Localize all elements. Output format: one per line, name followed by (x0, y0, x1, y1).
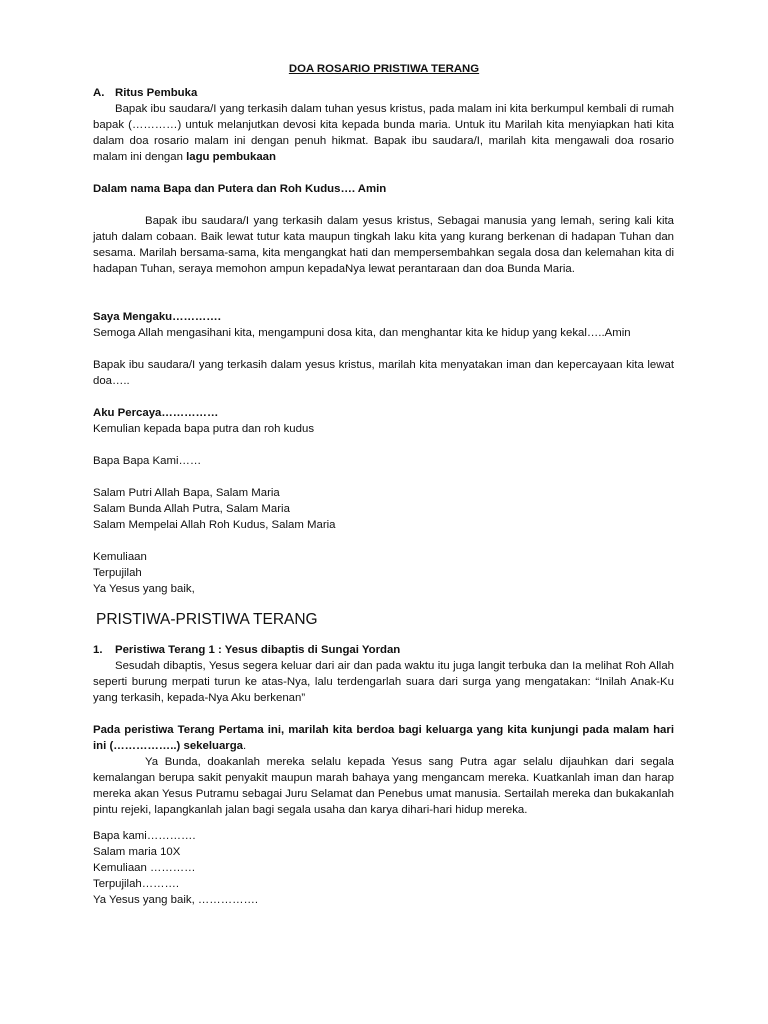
opening-song-label: lagu pembukaan (186, 151, 276, 163)
penitential-paragraph: Bapak ibu saudara/I yang terkasih dalam yesus kristus, Sebagai manusia yang lemah, sering kali kita jatuh dalam cobaan. Baik lewat tutur kata maupun tingkah laku kita yang kurang berkenan di hadapan Tuhan dan sesama. Marilah bersama-sama, kita mengangkat hati dan mempersembahkan segala dosa dan kelemahan kita di hadapan Tuhan, seraya memohon ampun kepadaNya lewat perantaraan dan doa Bunda Maria. (93, 215, 674, 275)
hail-line: Salam Mempelai Allah Roh Kudus, Salam Maria (93, 519, 336, 531)
creed-invitation: Bapak ibu saudara/I yang terkasih dalam yesus kristus, marilah kita menyatakan iman dan kepercayaan kita lewat doa….. (93, 359, 674, 387)
intention-period: . (243, 740, 247, 752)
mystery-1-title: Peristiwa Terang 1 : Yesus dibaptis di Sungai Yordan (115, 644, 401, 656)
hail-mary-lines (93, 485, 674, 533)
decade-lines (93, 828, 674, 908)
mystery-1-label: 1. (93, 644, 103, 656)
section-a-label: A. (93, 87, 105, 99)
our-father-line: Bapa Bapa Kami…… (93, 455, 202, 467)
absolution-text: Semoga Allah mengasihani kita, mengampuni dosa kita, dan menghantar kita ke hidup yang kekal…..Amin (93, 327, 631, 339)
closing-lines (93, 549, 674, 597)
intention-bold-text: Pada peristiwa Terang Pertama ini, marilah kita berdoa bagi keluarga yang kita kunjungi pada malam hari ini (……………..) sekeluarga (93, 724, 674, 752)
mystery-1-prayer: Ya Bunda, doakanlah mereka selalu kepada Yesus sang Putra agar selalu dijauhkan dari segala kemalangan berupa sakit penyakit maupun marah bahaya yang mengancam mereka. Kuatkanlah iman dan harap mereka akan Yesus Putramu sebagai Juru Selamat dan Penebus umat manusia. Sertailah mereka dan bukakanlah pintu rejeki, lapangkanlah jalan bagi segala usaha dan karya dihari-hari hidup mereka. (93, 756, 674, 816)
document-title: DOA ROSARIO PRISTIWA TERANG (288, 63, 480, 75)
glory-line: Kemulian kepada bapa putra dan roh kudus (93, 423, 315, 435)
opening-paragraph (93, 101, 674, 165)
section-a-title: Ritus Pembuka (115, 87, 198, 99)
decade-line: Kemuliaan ………… (93, 862, 196, 874)
decade-line: Ya Yesus yang baik, ……………. (93, 894, 259, 906)
decade-line: Salam maria 10X (93, 846, 181, 858)
mystery-1-intention (93, 722, 674, 754)
mysteries-heading: PRISTIWA-PRISTIWA TERANG (96, 611, 318, 628)
hail-line: Salam Putri Allah Bapa, Salam Maria (93, 487, 280, 499)
confiteor-heading: Saya Mengaku…………. (93, 311, 221, 323)
closing-line: Terpujilah (93, 567, 142, 579)
opening-paragraph-text: Bapak ibu saudara/I yang terkasih dalam tuhan yesus kristus, pada malam ini kita berkumpul kembali di rumah bapak (…………) untuk melanjutkan devosi kita kepada bunda maria. Untuk itu Marilah kita menyiapkan hati kita dalam doa rosario malam ini dengan penuh hikmat. Bapak ibu saudara/I, marilah kita mengawali doa rosario malam ini dengan (93, 103, 674, 163)
closing-line: Kemuliaan (93, 551, 147, 563)
decade-line: Bapa kami…………. (93, 830, 196, 842)
decade-line: Terpujilah………. (93, 878, 180, 890)
section-a-heading (93, 85, 674, 101)
sign-of-cross: Dalam nama Bapa dan Putera dan Roh Kudus…. Amin (93, 183, 387, 195)
closing-line: Ya Yesus yang baik, (93, 583, 195, 595)
mystery-1-reading: Sesudah dibaptis, Yesus segera keluar dari air dan pada waktu itu juga langit terbuka dan Ia melihat Roh Allah seperti burung merpati turun ke atas-Nya, lalu terdengarlah suara dari surga yang mengatakan: “Inilah Anak-Ku yang terkasih, kepada-Nya Aku berkenan” (93, 660, 674, 704)
hail-line: Salam Bunda Allah Putra, Salam Maria (93, 503, 290, 515)
creed-heading: Aku Percaya…………… (93, 407, 219, 419)
mystery-1-heading (93, 642, 674, 658)
